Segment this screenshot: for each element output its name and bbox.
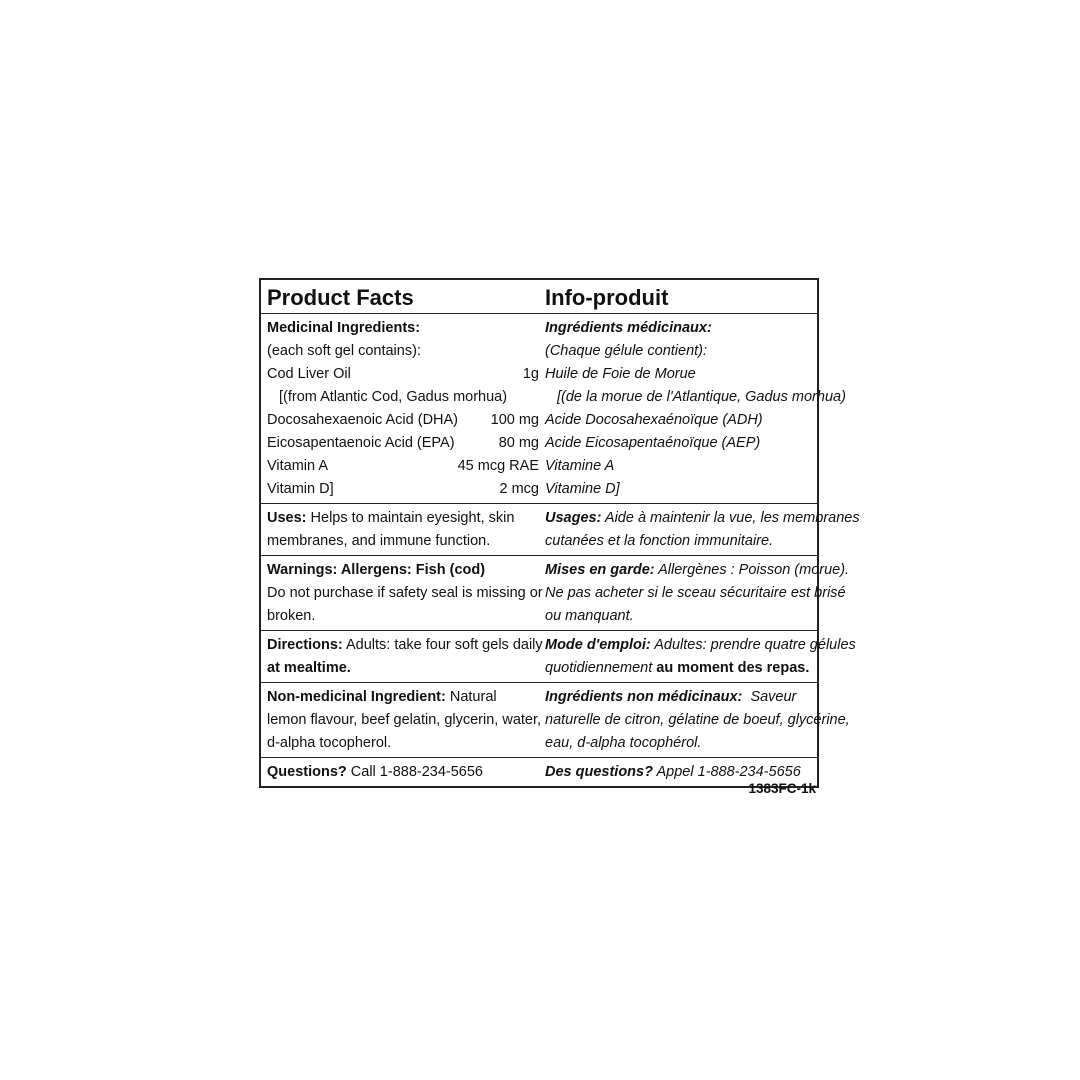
ingredient-name: [(from Atlantic Cod, Gadus morhua)	[279, 389, 508, 405]
medicinal-ingredients-en	[261, 314, 539, 503]
ingredient-name-fr: Huile de Foie de Morue	[545, 366, 696, 382]
directions-section	[261, 630, 856, 682]
ingredient-amount: 45 mcg RAE	[457, 458, 539, 474]
warnings-text-fr: ou manquant.	[545, 608, 634, 624]
ingredient-name-fr: Acide Docosahexaénoïque (ADH)	[545, 412, 763, 428]
ingredient-row	[267, 455, 539, 478]
warnings-text-en: broken.	[267, 608, 316, 624]
uses-label-fr: Usages:	[545, 510, 602, 526]
non-medicinal-text-en: d-alpha tocopherol.	[267, 735, 392, 751]
ingredient-row	[267, 432, 539, 455]
medicinal-ingredients-section	[261, 313, 846, 503]
medicinal-heading-fr: Ingrédients médicinaux:	[545, 320, 712, 336]
medicinal-subheading-fr: (Chaque gélule contient):	[545, 343, 708, 359]
questions-phone-en: Call 1-888-234-5656	[346, 764, 483, 780]
ingredient-name-fr: Vitamine D]	[545, 481, 620, 497]
ingredient-row	[267, 363, 539, 386]
uses-text-en: Helps to maintain eyesight, skin	[306, 510, 515, 526]
ingredient-amount: 2 mcg	[499, 481, 539, 497]
ingredient-name: Cod Liver Oil	[267, 366, 351, 382]
medicinal-ingredients-fr	[539, 314, 846, 503]
questions-en	[261, 758, 539, 786]
ingredient-name: Docosahexaenoic Acid (DHA)	[267, 412, 459, 428]
warnings-section	[261, 555, 850, 630]
non-medicinal-text-en: Natural	[445, 689, 497, 705]
warnings-en	[261, 556, 543, 630]
warnings-text-en: Do not purchase if safety seal is missing or	[267, 585, 543, 601]
label-code: 1383FC-1k	[748, 781, 816, 796]
facts-header	[261, 280, 817, 313]
warnings-label-en: Warnings: Allergens: Fish (cod)	[267, 562, 486, 578]
uses-text-fr: cutanées et la fonction immunitaire.	[545, 533, 774, 549]
non-medicinal-text-fr: naturelle de citron, gélatine de boeuf, glycérine,	[545, 712, 850, 728]
uses-fr	[539, 504, 860, 555]
non-medicinal-text-en: lemon flavour, beef gelatin, glycerin, water,	[267, 712, 542, 728]
ingredient-row	[267, 409, 539, 432]
directions-emphasis-fr: au moment des repas.	[656, 660, 810, 676]
directions-text-fr: quotidiennement	[545, 660, 657, 676]
product-facts-panel	[259, 278, 860, 788]
ingredient-name-fr: [(de la morue de l'Atlantique, Gadus morhua)	[557, 389, 846, 405]
warnings-label-fr: Mises en garde:	[545, 562, 655, 578]
warnings-text-fr: Ne pas acheter si le sceau sécuritaire est brisé	[545, 585, 846, 601]
warnings-text-fr: Allergènes : Poisson (morue).	[654, 562, 850, 578]
questions-phone-fr: Appel 1-888-234-5656	[652, 764, 801, 780]
non-medicinal-fr	[539, 683, 850, 757]
ingredient-row	[267, 478, 539, 501]
ingredient-name-fr: Acide Eicosapentaénoïque (AEP)	[545, 435, 761, 451]
directions-label-en: Directions:	[267, 637, 343, 653]
questions-label-fr: Des questions?	[545, 764, 653, 780]
directions-text-en: Adults: take four soft gels daily	[342, 637, 543, 653]
uses-text-fr: Aide à maintenir la vue, les membranes	[601, 510, 860, 526]
uses-en	[261, 504, 539, 555]
warnings-fr	[539, 556, 850, 630]
ingredient-amount: 100 mg	[490, 412, 539, 428]
uses-label-en: Uses:	[267, 510, 307, 526]
product-facts-title: Product Facts	[267, 285, 414, 310]
non-medicinal-text-fr: Saveur	[742, 689, 797, 705]
ingredient-amount: 1g	[522, 366, 539, 382]
ingredient-name: Vitamin A	[267, 458, 328, 474]
non-medicinal-label-fr: Ingrédients non médicinaux:	[545, 689, 743, 705]
uses-section	[261, 503, 860, 555]
non-medicinal-text-fr: eau, d-alpha tocophérol.	[545, 735, 702, 751]
ingredient-amount: 80 mg	[498, 435, 539, 451]
ingredient-name: Vitamin D]	[267, 481, 334, 497]
non-medicinal-section	[261, 682, 850, 757]
ingredient-name: Eicosapentaenoic Acid (EPA)	[267, 435, 455, 451]
ingredient-name-fr: Vitamine A	[545, 458, 615, 474]
medicinal-subheading-en: (each soft gel contains):	[267, 343, 421, 359]
directions-text-fr: Adultes: prendre quatre gélules	[650, 637, 856, 653]
directions-fr	[539, 631, 856, 682]
non-medicinal-label-en: Non-medicinal Ingredient:	[267, 689, 446, 705]
info-produit-title: Info-produit	[545, 285, 669, 310]
ingredient-row	[267, 386, 539, 409]
directions-label-fr: Mode d'emploi:	[545, 637, 651, 653]
directions-emphasis-en: at mealtime.	[267, 660, 351, 676]
directions-en	[261, 631, 543, 682]
uses-text-en: membranes, and immune function.	[267, 533, 491, 549]
questions-label-en: Questions?	[267, 764, 347, 780]
medicinal-heading-en: Medicinal Ingredients:	[267, 320, 421, 336]
non-medicinal-en	[261, 683, 542, 757]
